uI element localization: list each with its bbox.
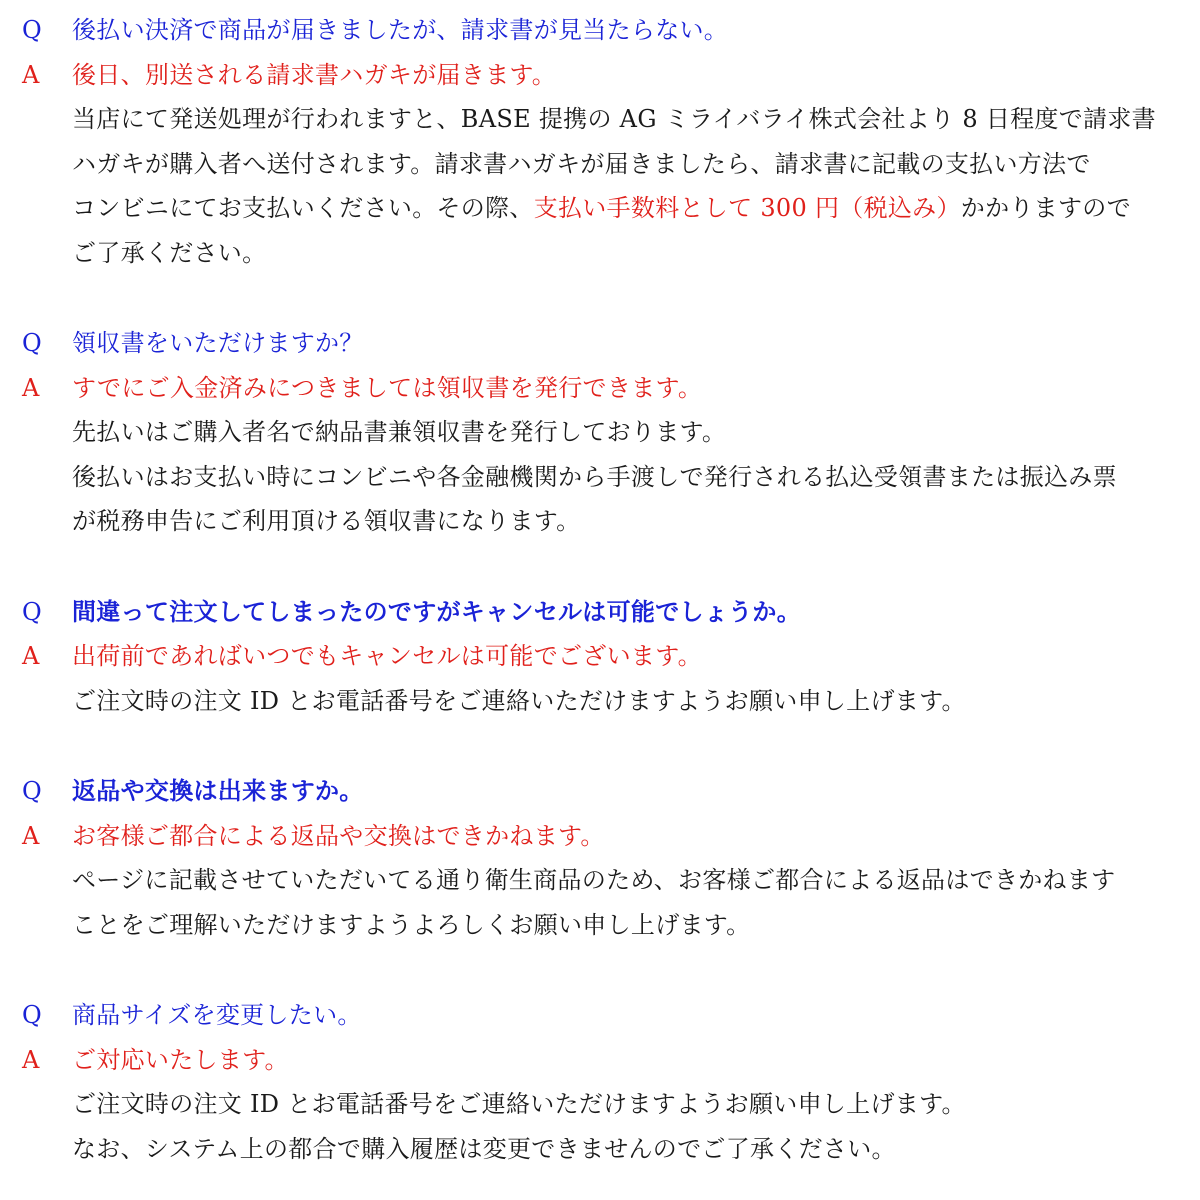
- answer-line: [0, 1038, 1200, 1083]
- question-marker: Q: [22, 16, 42, 44]
- body-text: ハガキが購入者へ送付されます。請求書ハガキが届きましたら、請求書に記載の支払い方法で: [72, 149, 1091, 178]
- faq-item: [0, 321, 1200, 544]
- answer-text: お客様ご都合による返品や交換はできかねます。: [72, 821, 605, 850]
- question-marker: Q: [22, 777, 42, 805]
- body-line: [0, 231, 1200, 276]
- fee-highlight: 支払い手数料として 300 円（税込み）: [533, 194, 961, 222]
- question-marker: Q: [22, 329, 42, 357]
- body-text: ページに記載させていただいてる通り衛生商品のため、お客様ご都合による返品はできかねます: [72, 866, 1116, 894]
- body-text: ことをご理解いただけますようよろしくお願い申し上げます。: [72, 910, 751, 939]
- question-text: 商品サイズを変更したい。: [72, 1001, 362, 1029]
- faq-item: [0, 769, 1200, 947]
- body-line: [0, 455, 1200, 500]
- body-text-pre: コンビニにてお支払いください。その際、: [72, 194, 534, 222]
- answer-line: [0, 53, 1200, 98]
- answer-marker: A: [22, 821, 40, 850]
- answer-text: ご対応いたします。: [72, 1045, 289, 1074]
- body-line: [0, 499, 1200, 544]
- body-text: ご注文時の注文 ID とお電話番号をご連絡いただけますようお願い申し上げます。: [72, 1090, 966, 1118]
- answer-line: [0, 814, 1200, 859]
- answer-marker: A: [22, 1045, 40, 1074]
- body-line: [0, 903, 1200, 948]
- body-line: [0, 97, 1200, 142]
- answer-marker: A: [22, 373, 40, 402]
- faq-item: [0, 993, 1200, 1171]
- body-text: 後払いはお支払い時にコンビニや各金融機関から手渡しで発行される払込受領書または振込み票: [72, 462, 1117, 491]
- body-line: [0, 858, 1200, 903]
- body-line: [0, 186, 1200, 231]
- question-line: [0, 321, 1200, 366]
- answer-line: [0, 366, 1200, 411]
- faq-item: [0, 590, 1200, 724]
- body-line: [0, 1082, 1200, 1127]
- question-text: 領収書をいただけますか？: [72, 329, 364, 357]
- body-line: [0, 142, 1200, 187]
- question-marker: Q: [22, 1001, 42, 1029]
- body-text: ご注文時の注文 ID とお電話番号をご連絡いただけますようお願い申し上げます。: [72, 686, 966, 715]
- body-text-post: かかりますので: [960, 194, 1131, 222]
- question-text: 返品や交換は出来ますか。: [72, 776, 364, 805]
- question-marker: Q: [22, 597, 42, 626]
- question-text: 間違って注文してしまったのですがキャンセルは可能でしょうか。: [72, 596, 801, 626]
- body-text: ご了承ください。: [72, 238, 267, 267]
- question-line: [0, 993, 1200, 1038]
- faq-item: [0, 8, 1200, 275]
- question-text: 後払い決済で商品が届きましたが、請求書が見当たらない。: [72, 16, 729, 44]
- answer-marker: A: [22, 60, 40, 89]
- body-text: が税務申告にご利用頂ける領収書になります。: [72, 507, 581, 535]
- body-line: [0, 1127, 1200, 1172]
- question-line: [0, 769, 1200, 814]
- answer-text: 後日、別送される請求書ハガキが届きます。: [72, 60, 557, 89]
- answer-text: すでにご入金済みにつきましては領収書を発行できます。: [72, 373, 703, 402]
- body-text-mixed: [72, 186, 1186, 231]
- body-line: [0, 679, 1200, 724]
- answer-marker: A: [22, 642, 40, 670]
- body-text: 当店にて発送処理が行われますと、BASE 提携の AG ミライバライ株式会社より 8 日程度で請求書: [72, 105, 1156, 133]
- question-line: [0, 590, 1200, 635]
- answer-text: 出荷前であればいつでもキャンセルは可能でございます。: [72, 642, 702, 670]
- body-text: なお、システム上の都合で購入履歴は変更できませんのでご了承ください。: [72, 1134, 896, 1163]
- body-line: [0, 410, 1200, 455]
- question-line: [0, 8, 1200, 53]
- answer-line: [0, 634, 1200, 679]
- body-text: 先払いはご購入者名で納品書兼領収書を発行しております。: [72, 418, 727, 446]
